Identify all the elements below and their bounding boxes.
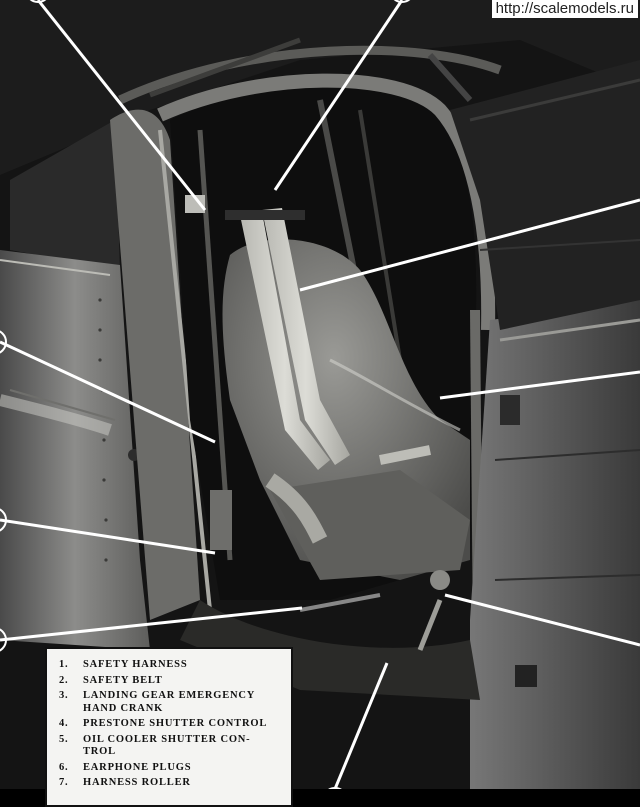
legend-item-number: 4.	[59, 718, 69, 729]
legend-item-label: SAFETY BELT	[83, 674, 163, 686]
legend-item	[59, 675, 283, 688]
legend-item-number: 1.	[59, 659, 69, 670]
legend-item	[59, 659, 283, 672]
legend-item-label: EARPHONE PLUGS	[83, 761, 192, 773]
legend-item-label: OIL COOLER SHUTTER CON- TROL	[83, 733, 251, 757]
legend-item-label: LANDING GEAR EMERGENCY HAND CRANK	[83, 690, 256, 714]
legend-item-number: 6.	[59, 761, 69, 773]
legend-box	[45, 647, 293, 807]
legend-item-number: 3.	[59, 690, 69, 701]
watermark-url: http://scalemodels.ru	[492, 0, 638, 18]
legend-item	[59, 690, 283, 715]
legend-item-label: PRESTONE SHUTTER CONTROL	[83, 718, 268, 729]
legend-item-label: SAFETY HARNESS	[83, 659, 188, 670]
legend-item	[59, 718, 283, 731]
legend-item-label: HARNESS ROLLER	[83, 777, 191, 788]
legend-item-number: 7.	[59, 777, 69, 788]
legend-item-number: 2.	[59, 674, 69, 686]
legend-item	[59, 734, 283, 759]
legend-item	[59, 777, 283, 790]
legend-item	[59, 762, 283, 775]
legend-item-number: 5.	[59, 733, 69, 745]
